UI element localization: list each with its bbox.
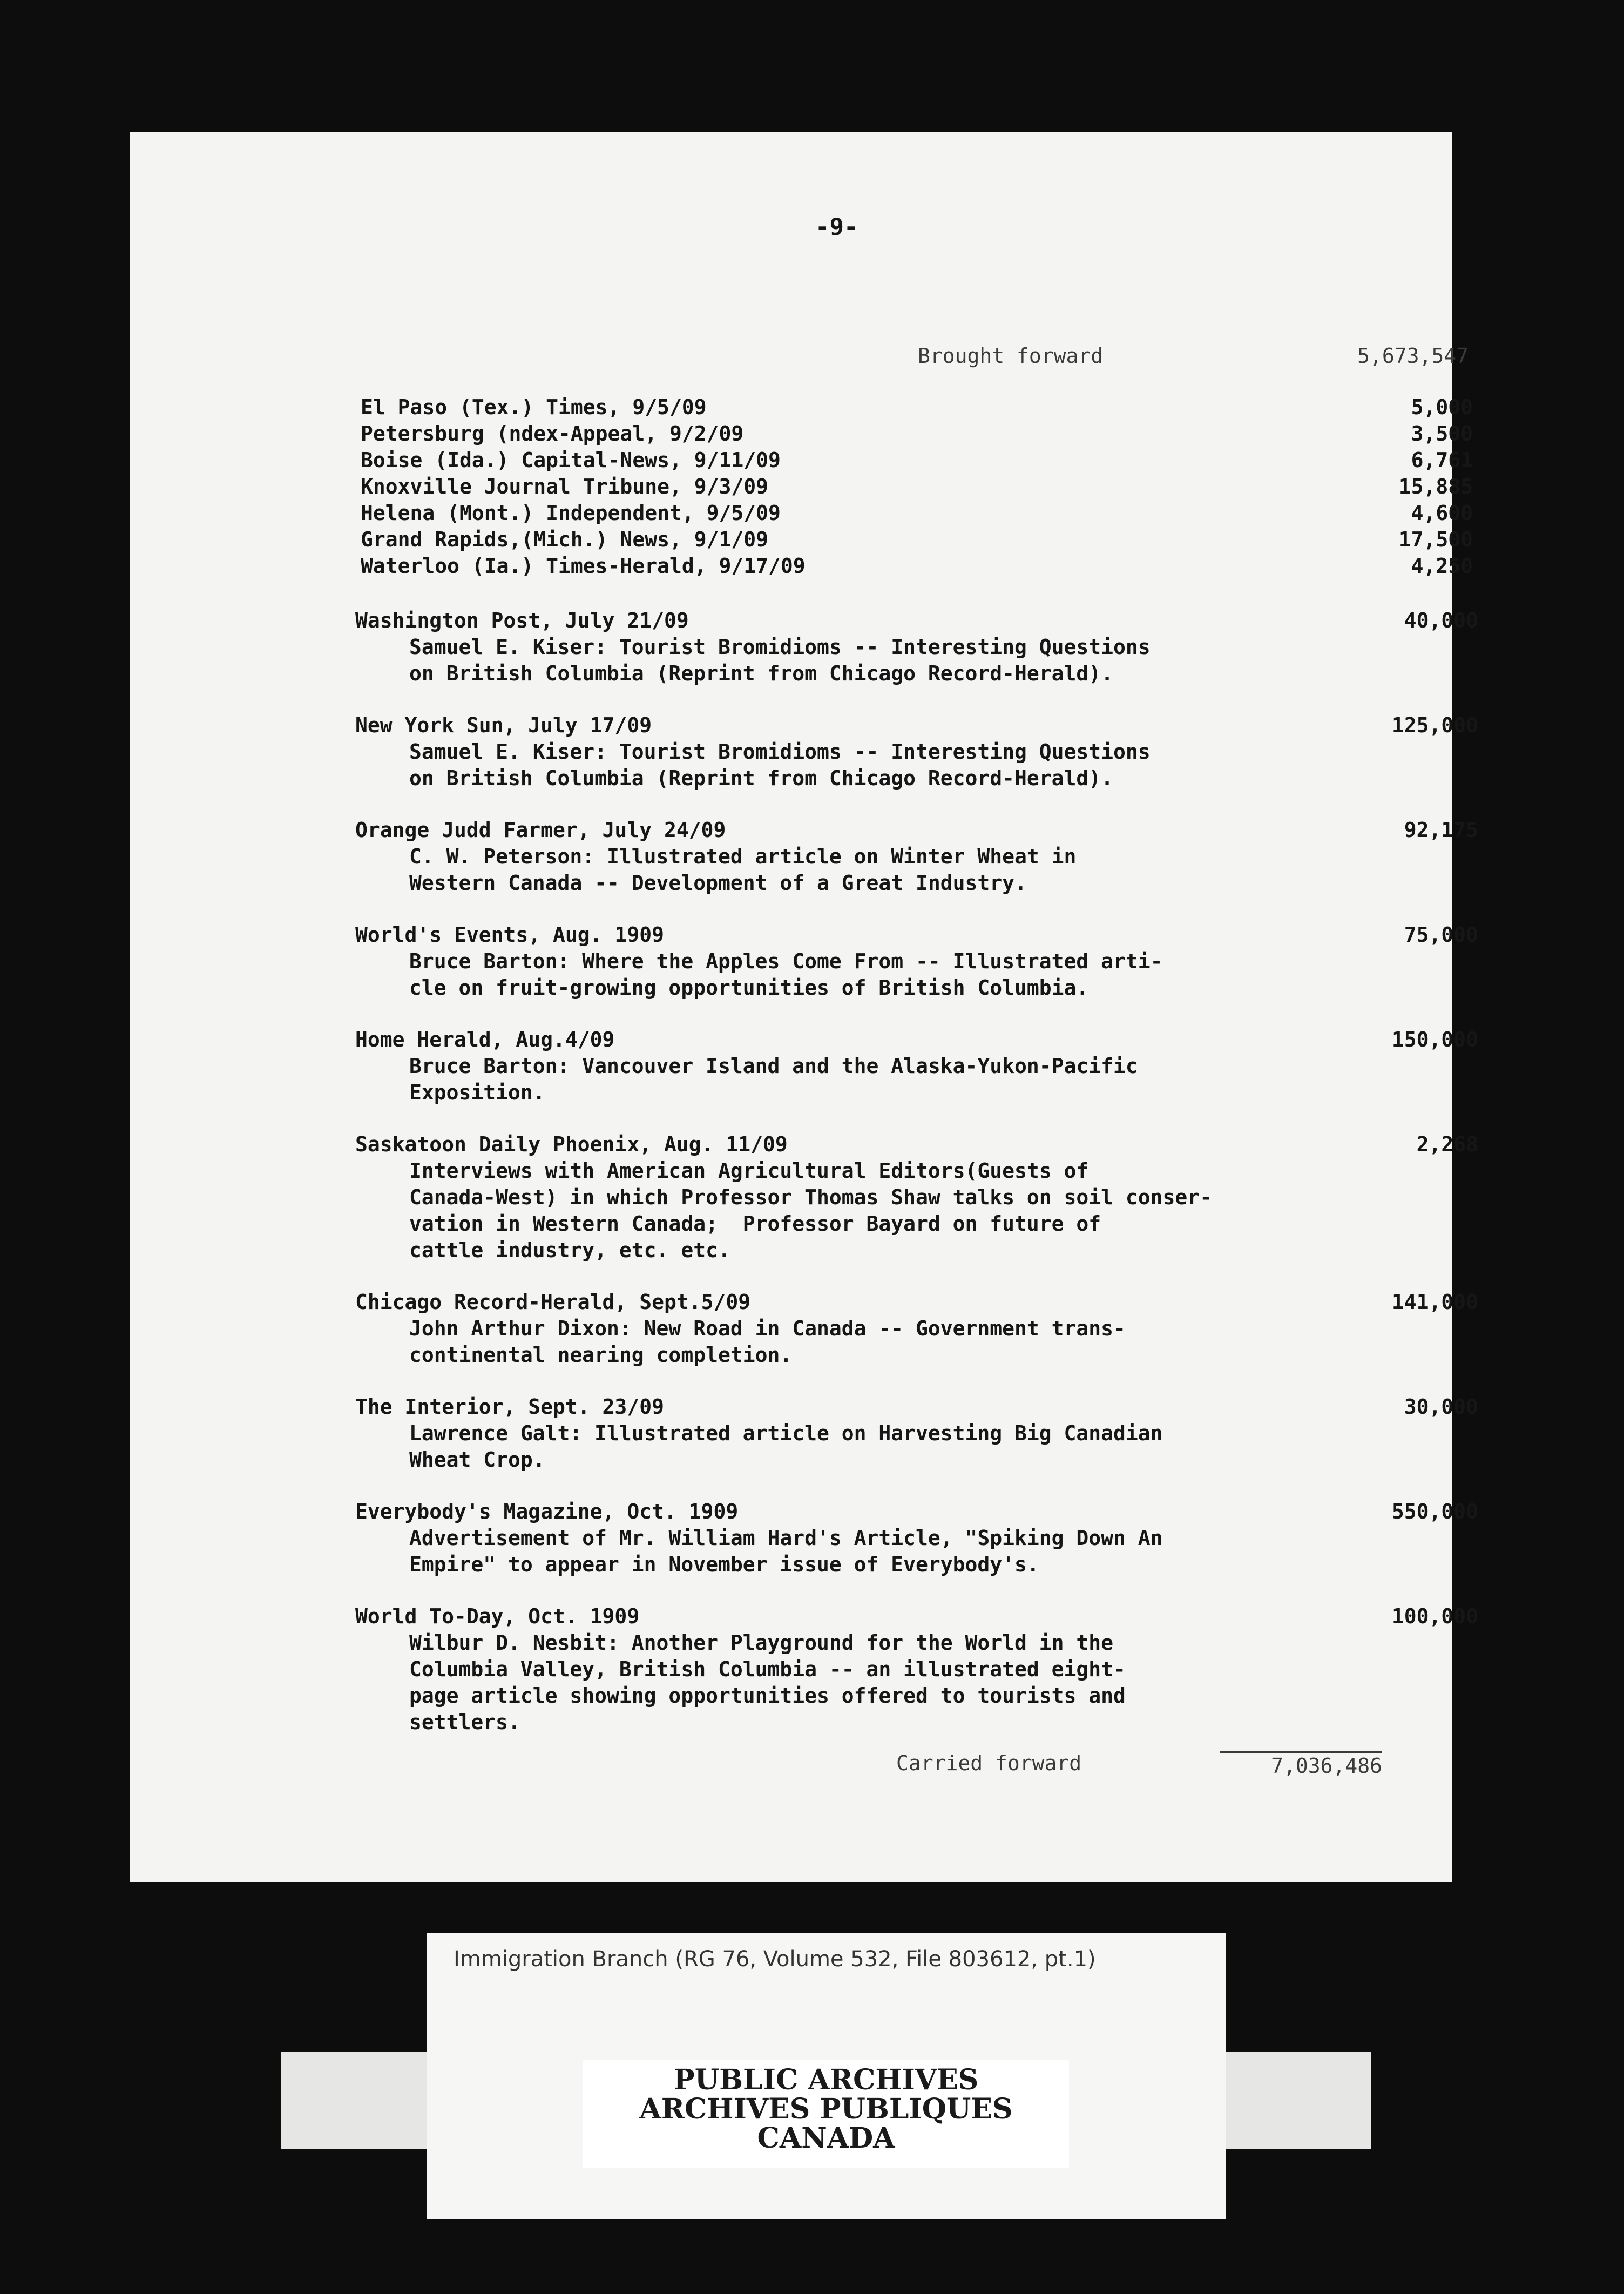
article-entry	[355, 1499, 1478, 1578]
archive-reference: Immigration Branch (RG 76, Volume 532, File 803612, pt.1)	[454, 1947, 1096, 1972]
entry-circulation: 2,268	[1416, 1132, 1478, 1156]
archives-stamp	[427, 2063, 1226, 2155]
article-entry	[355, 817, 1478, 896]
entry-header	[355, 1394, 1478, 1420]
article-entry	[355, 1027, 1478, 1106]
simple-entry-row	[361, 527, 1473, 553]
entry-title: Everybody's Magazine, Oct. 1909	[355, 1500, 739, 1523]
brought-forward-value: 5,673,547	[1357, 344, 1469, 368]
entry-circulation: 4,250	[1411, 554, 1473, 578]
entry-header	[355, 608, 1478, 634]
entry-circulation: 92,175	[1404, 818, 1478, 842]
entry-description: Interviews with American Agricultural Editors(Guests of Canada-West) in which Professor Thomas Shaw talks on soil conser- vation in Western Canada; Professor Bayard on future of cattle industry, etc. etc.	[409, 1159, 1213, 1262]
entry-header	[355, 817, 1478, 844]
entry-title: Boise (Ida.) Capital-News, 9/11/09	[361, 448, 781, 472]
entry-description: Bruce Barton: Vancouver Island and the Alaska-Yukon-Pacific Exposition.	[409, 1054, 1138, 1104]
entry-circulation: 3,500	[1411, 422, 1473, 446]
simple-entry-row	[361, 447, 1473, 474]
entry-circulation: 125,000	[1391, 713, 1478, 737]
entry-description: C. W. Peterson: Illustrated article on Winter Wheat in Western Canada -- Development of a Great Industry.	[409, 845, 1077, 895]
entry-title: Helena (Mont.) Independent, 9/5/09	[361, 501, 781, 525]
entry-description: Advertisement of Mr. William Hard's Article, "Spiking Down An Empire" to appear in November issue of Everybody's.	[409, 1526, 1163, 1576]
article-entry	[355, 1603, 1478, 1736]
entry-title: Waterloo (Ia.) Times-Herald, 9/17/09	[361, 554, 806, 578]
document-page	[130, 132, 1478, 1882]
entry-header	[355, 1027, 1478, 1053]
stamp-line: ARCHIVES PUBLIQUES	[639, 2093, 1013, 2126]
entry-description: John Arthur Dixon: New Road in Canada -- Government trans- continental nearing completion.	[409, 1317, 1126, 1367]
simple-entry-row	[361, 421, 1473, 447]
entry-circulation: 30,000	[1404, 1395, 1478, 1419]
entry-header	[355, 1289, 1478, 1315]
entry-circulation: 5,000	[1411, 395, 1473, 419]
entry-header	[355, 1131, 1478, 1158]
entry-description: Wilbur D. Nesbit: Another Playground for the World in the Columbia Valley, British Columbia -- an illustrated eight- page article showing opportunities offered to tourists and settlers.	[409, 1631, 1126, 1734]
article-entry	[355, 922, 1478, 1001]
entry-title: Petersburg (ndex-Appeal, 9/2/09	[361, 422, 744, 446]
archive-label-card	[427, 1933, 1226, 2219]
stamp-line: CANADA	[757, 2122, 895, 2155]
entry-header	[355, 1499, 1478, 1525]
brought-forward-label: Brought forward	[918, 344, 1104, 368]
article-entry	[355, 712, 1478, 792]
carried-forward-value: 7,036,486	[1220, 1751, 1382, 1778]
entry-title: El Paso (Tex.) Times, 9/5/09	[361, 395, 707, 419]
entry-circulation: 100,000	[1391, 1604, 1478, 1628]
entry-circulation: 550,000	[1391, 1500, 1478, 1523]
article-entry	[355, 1131, 1478, 1264]
article-entry-list	[355, 608, 1478, 1761]
stamp-line: PUBLIC ARCHIVES	[673, 2063, 979, 2096]
entry-title: Knoxville Journal Tribune, 9/3/09	[361, 475, 768, 498]
simple-entry-row	[361, 500, 1473, 527]
entry-circulation: 17,500	[1398, 528, 1473, 551]
entry-circulation: 150,000	[1391, 1028, 1478, 1051]
entry-title: New York Sun, July 17/09	[355, 713, 652, 737]
entry-circulation: 6,761	[1411, 448, 1473, 472]
entry-title: World To-Day, Oct. 1909	[355, 1604, 640, 1628]
simple-entry-row	[361, 553, 1473, 579]
entry-description: Samuel E. Kiser: Tourist Bromidioms -- Interesting Questions on British Columbia (Reprint from Chicago Record-Herald).	[409, 635, 1151, 685]
article-entry	[355, 608, 1478, 687]
entry-header	[355, 712, 1478, 739]
entry-title: The Interior, Sept. 23/09	[355, 1395, 664, 1419]
entry-title: Washington Post, July 21/09	[355, 609, 689, 632]
entry-title: Orange Judd Farmer, July 24/09	[355, 818, 726, 842]
entry-circulation: 141,000	[1391, 1290, 1478, 1314]
entry-title: World's Events, Aug. 1909	[355, 923, 664, 947]
entry-circulation: 40,000	[1404, 609, 1478, 632]
entry-title: Saskatoon Daily Phoenix, Aug. 11/09	[355, 1132, 788, 1156]
simple-entry-row	[361, 474, 1473, 500]
entry-description: Lawrence Galt: Illustrated article on Harvesting Big Canadian Wheat Crop.	[409, 1421, 1163, 1472]
article-entry	[355, 1289, 1478, 1368]
entry-description: Samuel E. Kiser: Tourist Bromidioms -- Interesting Questions on British Columbia (Reprint from Chicago Record-Herald).	[409, 740, 1151, 790]
entry-description: Bruce Barton: Where the Apples Come From -- Illustrated arti- cle on fruit-growing opportunities of British Columbia.	[409, 949, 1163, 1000]
carried-forward-label: Carried forward	[896, 1751, 1082, 1775]
simple-entry-list	[361, 394, 1473, 579]
entry-header	[355, 922, 1478, 948]
simple-entry-row	[361, 394, 1473, 421]
entry-circulation: 15,885	[1398, 475, 1473, 498]
article-entry	[355, 1394, 1478, 1473]
entry-title: Home Herald, Aug.4/09	[355, 1028, 615, 1051]
entry-circulation: 75,000	[1404, 923, 1478, 947]
entry-title: Grand Rapids,(Mich.) News, 9/1/09	[361, 528, 768, 551]
entry-title: Chicago Record-Herald, Sept.5/09	[355, 1290, 751, 1314]
entry-circulation: 4,600	[1411, 501, 1473, 525]
entry-header	[355, 1603, 1478, 1630]
page-number: -9-	[815, 213, 858, 241]
